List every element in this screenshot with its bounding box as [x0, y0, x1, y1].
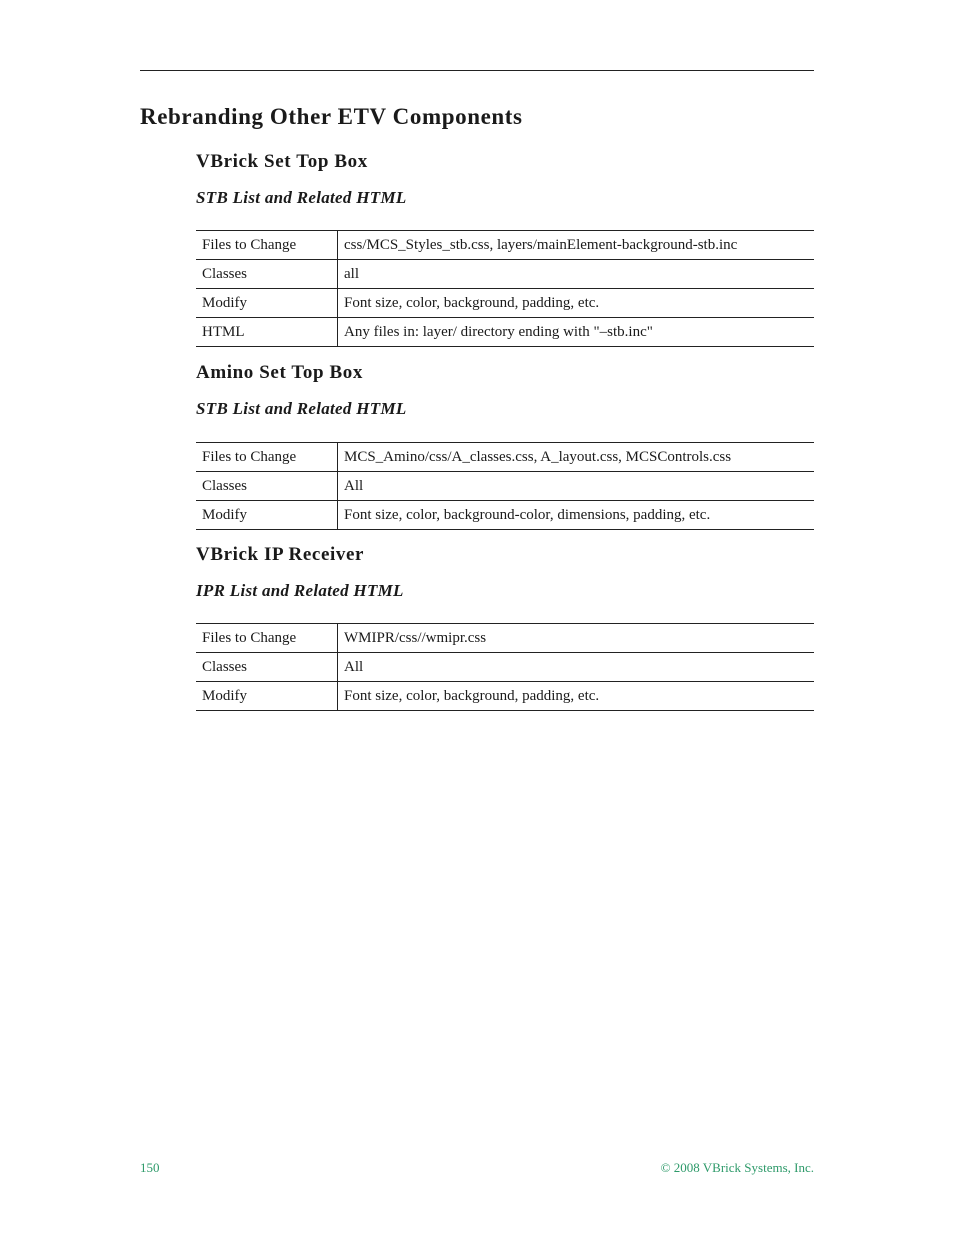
- row-value: Font size, color, background, padding, etc.: [338, 682, 815, 711]
- row-key: Classes: [196, 260, 338, 289]
- subheading-amino-stb-list: STB List and Related HTML: [196, 399, 407, 418]
- row-value: WMIPR/css//wmipr.css: [338, 624, 815, 653]
- page-number: 150: [140, 1160, 160, 1175]
- row-value: All: [338, 653, 815, 682]
- row-key: Files to Change: [196, 231, 338, 260]
- row-key: HTML: [196, 318, 338, 347]
- row-value: Font size, color, background-color, dimensions, padding, etc.: [338, 501, 815, 530]
- row-key: Modify: [196, 682, 338, 711]
- table-row: [196, 318, 814, 347]
- header-rule: [140, 70, 814, 71]
- row-key: Modify: [196, 501, 338, 530]
- row-value: MCS_Amino/css/A_classes.css, A_layout.css, MCSControls.css: [338, 443, 815, 472]
- table-row: [196, 653, 814, 682]
- table-row: [196, 289, 814, 318]
- section-heading-amino-stb: Amino Set Top Box: [196, 362, 363, 383]
- subheading-ipr-list: IPR List and Related HTML: [196, 581, 404, 600]
- table-row: [196, 501, 814, 530]
- vbrick-stb-table: [196, 230, 814, 347]
- table-row: [196, 260, 814, 289]
- table-row: [196, 443, 814, 472]
- amino-stb-table: [196, 442, 814, 530]
- row-value: all: [338, 260, 815, 289]
- row-key: Files to Change: [196, 443, 338, 472]
- row-key: Modify: [196, 289, 338, 318]
- ip-receiver-table: [196, 623, 814, 711]
- row-value: css/MCS_Styles_stb.css, layers/mainElement-background-stb.inc: [338, 231, 815, 260]
- copyright-notice: © 2008 VBrick Systems, Inc.: [660, 1160, 814, 1175]
- subheading-vbrick-stb-list: STB List and Related HTML: [196, 188, 407, 207]
- row-key: Classes: [196, 472, 338, 501]
- row-key: Files to Change: [196, 624, 338, 653]
- table-row: [196, 472, 814, 501]
- section-heading-ip-receiver: VBrick IP Receiver: [196, 544, 365, 565]
- row-key: Classes: [196, 653, 338, 682]
- page-title: Rebranding Other ETV Components: [140, 104, 523, 129]
- row-value: Any files in: layer/ directory ending with "–stb.inc": [338, 318, 815, 347]
- table-row: [196, 682, 814, 711]
- row-value: Font size, color, background, padding, etc.: [338, 289, 815, 318]
- table-row: [196, 624, 814, 653]
- row-value: All: [338, 472, 815, 501]
- section-heading-vbrick-stb: VBrick Set Top Box: [196, 151, 368, 172]
- table-row: [196, 231, 814, 260]
